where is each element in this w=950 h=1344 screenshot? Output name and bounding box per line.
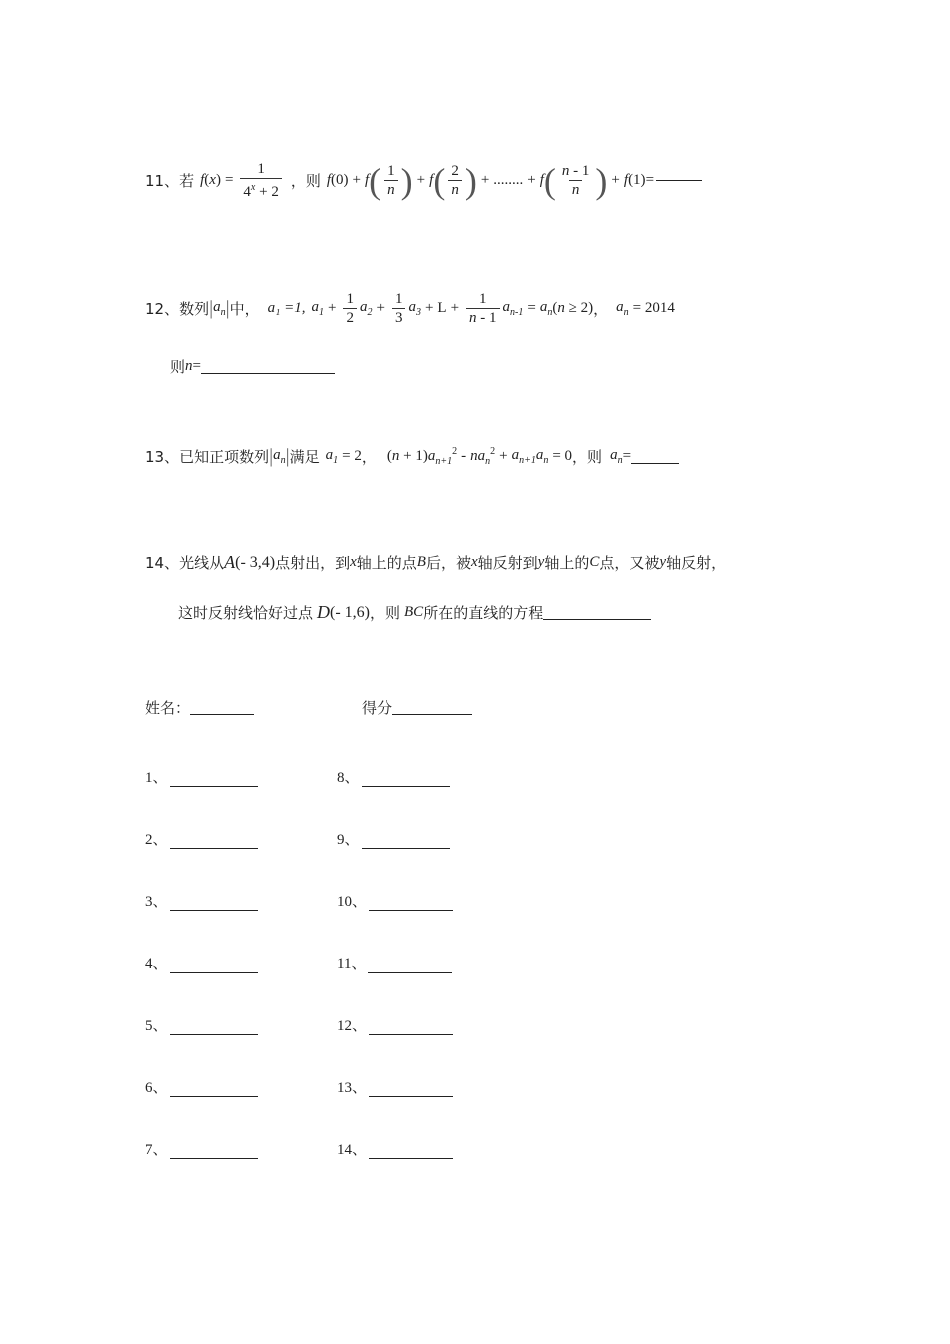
answer-row-5: 5、 bbox=[145, 1014, 258, 1035]
answer-blank-8[interactable] bbox=[362, 772, 450, 787]
answer-blank-4[interactable] bbox=[170, 958, 258, 973]
answer-row-8: 8、 bbox=[337, 766, 450, 787]
q13-number: 13、 bbox=[145, 448, 180, 466]
answer-row-13: 13、 bbox=[337, 1076, 453, 1097]
answer-blank-6[interactable] bbox=[170, 1082, 258, 1097]
q11-ruo: 若 bbox=[179, 172, 195, 190]
q14-number: 14、 bbox=[145, 554, 180, 572]
q11-fx: f bbox=[200, 172, 205, 188]
answer-row-14: 14、 bbox=[337, 1138, 453, 1159]
answer-blank-12[interactable] bbox=[369, 1020, 453, 1035]
question-11: 11、 若 f ( x ) = $\frac{1}{4^x + 2}$ ，则 f (0) + f ( $\frac{1}{n}$ ) + f ( $\frac{2}{n}$ ) + ........ + f ( $\frac{n - 1}{n}$ ) + f (1) = bbox=[145, 160, 702, 201]
answer-row-6: 6、 bbox=[145, 1076, 258, 1097]
answer-blank-10[interactable] bbox=[369, 896, 453, 911]
answer-blank-1[interactable] bbox=[170, 772, 258, 787]
answer-blank-14[interactable] bbox=[369, 1144, 453, 1159]
q12-cond1: a₁ =1, bbox=[267, 300, 306, 316]
q13-answer-blank[interactable] bbox=[631, 449, 679, 464]
answer-row-2: 2、 bbox=[145, 828, 258, 849]
answer-blank-7[interactable] bbox=[170, 1144, 258, 1159]
answer-row-3: 3、 bbox=[145, 890, 258, 911]
answer-row-11: 11、 bbox=[337, 952, 452, 973]
q11-number: 11、 bbox=[145, 172, 180, 190]
answer-row-10: 10、 bbox=[337, 890, 453, 911]
q11-dots: ........ bbox=[493, 172, 524, 188]
answer-row-4: 4、 bbox=[145, 952, 258, 973]
question-13: 13、 已知正项数列 | $a_n$ | 满足 $a_1$ = 2 ， (n + 1) $a_{n+1}^2$ - $na_n^2$ + $a_{n+1}a_n$ = 0 ，则 $a_n$ = bbox=[145, 445, 679, 468]
q14-answer-blank[interactable] bbox=[543, 605, 651, 620]
question-14: 14、 光线从 A (- 3,4) 点射出，到 x 轴上的点 B 后，被 x 轴反射到 y 轴上的 C 点，又被 y 轴反射， bbox=[145, 552, 727, 572]
answer-blank-9[interactable] bbox=[362, 834, 450, 849]
score-blank[interactable] bbox=[392, 700, 472, 715]
q11-ze: ，则 bbox=[290, 172, 321, 190]
name-field bbox=[145, 697, 254, 718]
answer-blank-11[interactable] bbox=[368, 958, 452, 973]
answer-blank-3[interactable] bbox=[170, 896, 258, 911]
q12-answer-blank[interactable] bbox=[201, 359, 335, 374]
answer-blank-13[interactable] bbox=[369, 1082, 453, 1097]
name-blank[interactable] bbox=[190, 700, 254, 715]
question-14-part2: 这时反射线恰好过点 D (- 1,6) ，则 BC 所在的直线的方程 bbox=[178, 602, 651, 623]
answer-row-12: 12、 bbox=[337, 1014, 453, 1035]
score-field bbox=[362, 697, 472, 718]
question-12-part2: 则 n = bbox=[170, 356, 335, 377]
q12-number: 12、 bbox=[145, 300, 180, 318]
answer-blank-2[interactable] bbox=[170, 834, 258, 849]
answer-row-7: 7、 bbox=[145, 1138, 258, 1159]
answer-blank-5[interactable] bbox=[170, 1020, 258, 1035]
score-label: 得分 bbox=[362, 699, 393, 717]
question-12: 12、 数列 | $a_n$ | 中， a₁ =1, $a_1$ + $\frac{1}{2}$ $a_2$ + $\frac{1}{3}$ $a_3$ + L + $\frac{1}{n - 1}$ $a_{n-1}$ = $a_n$ (n ≥ 2) ， $a_n$ = 2014 bbox=[145, 291, 675, 326]
answer-row-9: 9、 bbox=[337, 828, 450, 849]
answer-row-1: 1、 bbox=[145, 766, 258, 787]
q11-answer-blank[interactable] bbox=[656, 166, 702, 181]
q11-fraction: $\frac{1}{4^x + 2}$ bbox=[240, 160, 281, 201]
name-label: 姓名： bbox=[145, 699, 191, 717]
q12-an-value: = 2014 bbox=[632, 300, 675, 316]
